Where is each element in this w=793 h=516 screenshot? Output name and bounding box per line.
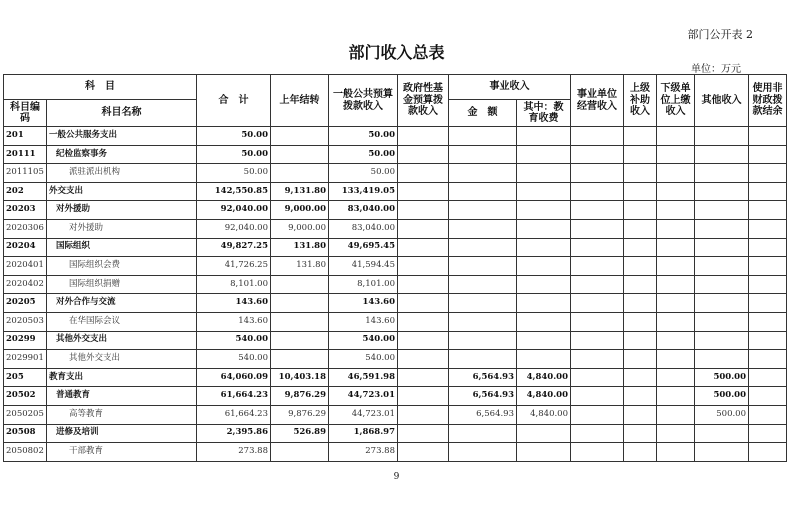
header-general-budget: 一般公共预算拨款收入: [329, 75, 398, 127]
cell-other-income: [695, 182, 749, 201]
cell-edu-fee: [517, 294, 571, 313]
cell-other-income: [695, 443, 749, 462]
table-row: [4, 368, 787, 387]
cell-upper-subsidy: [624, 257, 657, 276]
cell-total: 49,827.25: [197, 238, 271, 257]
cell-other-income: [695, 145, 749, 164]
cell-amount: [449, 127, 517, 146]
cell-general-budget: 540.00: [329, 331, 398, 350]
cell-name: 纪检监察事务: [47, 145, 197, 164]
cell-lower-turnover: [657, 275, 695, 294]
cell-edu-fee: [517, 312, 571, 331]
cell-amount: [449, 424, 517, 443]
cell-name: 外交支出: [47, 182, 197, 201]
cell-non-fiscal-surplus: [749, 219, 787, 238]
cell-business-unit-income: [571, 443, 624, 462]
form-number: 部门公开表 2: [687, 28, 753, 41]
cell-upper-subsidy: [624, 219, 657, 238]
header-carryover: 上年结转: [271, 75, 329, 127]
cell-name: 高等教育: [47, 405, 197, 424]
cell-gov-fund: [398, 164, 449, 183]
cell-general-budget: 41,594.45: [329, 257, 398, 276]
cell-other-income: 500.00: [695, 387, 749, 406]
cell-name: 对外援助: [47, 201, 197, 220]
cell-total: 142,550.85: [197, 182, 271, 201]
cell-name: 教育支出: [47, 368, 197, 387]
table-row: [4, 257, 787, 276]
cell-general-budget: 83,040.00: [329, 219, 398, 238]
cell-carryover: [271, 312, 329, 331]
cell-other-income: [695, 238, 749, 257]
cell-other-income: 500.00: [695, 405, 749, 424]
cell-gov-fund: [398, 294, 449, 313]
cell-lower-turnover: [657, 127, 695, 146]
cell-other-income: [695, 201, 749, 220]
cell-business-unit-income: [571, 201, 624, 220]
header-edu-fee: 其中：教育收费: [517, 100, 571, 127]
header-upper-subsidy: 上级补助收入: [624, 75, 657, 127]
cell-general-budget: 44,723.01: [329, 405, 398, 424]
cell-upper-subsidy: [624, 424, 657, 443]
header-business-income: 事业收入: [449, 75, 571, 100]
cell-other-income: [695, 275, 749, 294]
cell-carryover: [271, 331, 329, 350]
table-row: [4, 387, 787, 406]
cell-upper-subsidy: [624, 145, 657, 164]
cell-name: 其他外交支出: [47, 331, 197, 350]
table-row: [4, 275, 787, 294]
cell-lower-turnover: [657, 182, 695, 201]
cell-total: 143.60: [197, 294, 271, 313]
cell-gov-fund: [398, 145, 449, 164]
income-summary-table: [3, 74, 787, 462]
cell-amount: [449, 312, 517, 331]
cell-non-fiscal-surplus: [749, 275, 787, 294]
cell-code: 2050205: [4, 405, 47, 424]
cell-amount: [449, 164, 517, 183]
cell-lower-turnover: [657, 294, 695, 313]
cell-non-fiscal-surplus: [749, 201, 787, 220]
cell-edu-fee: [517, 257, 571, 276]
table-row: [4, 145, 787, 164]
cell-name: 干部教育: [47, 443, 197, 462]
cell-code: 2020401: [4, 257, 47, 276]
cell-total: 64,060.09: [197, 368, 271, 387]
cell-non-fiscal-surplus: [749, 127, 787, 146]
cell-gov-fund: [398, 275, 449, 294]
cell-other-income: [695, 257, 749, 276]
cell-edu-fee: [517, 443, 571, 462]
cell-lower-turnover: [657, 443, 695, 462]
cell-carryover: [271, 164, 329, 183]
cell-name: 国际组织: [47, 238, 197, 257]
cell-business-unit-income: [571, 405, 624, 424]
cell-edu-fee: 4,840.00: [517, 387, 571, 406]
cell-edu-fee: [517, 182, 571, 201]
cell-name: 其他外交支出: [47, 350, 197, 369]
cell-total: 143.60: [197, 312, 271, 331]
cell-edu-fee: [517, 164, 571, 183]
cell-carryover: [271, 443, 329, 462]
cell-upper-subsidy: [624, 238, 657, 257]
header-subject-name: 科目名称: [47, 100, 197, 127]
cell-code: 202: [4, 182, 47, 201]
page-number: 9: [393, 472, 400, 482]
cell-other-income: [695, 164, 749, 183]
table-row: [4, 238, 787, 257]
cell-name: 进修及培训: [47, 424, 197, 443]
cell-code: 2020503: [4, 312, 47, 331]
cell-gov-fund: [398, 405, 449, 424]
cell-carryover: 9,000.00: [271, 219, 329, 238]
cell-general-budget: 540.00: [329, 350, 398, 369]
cell-code: 20205: [4, 294, 47, 313]
cell-business-unit-income: [571, 387, 624, 406]
table-row: [4, 294, 787, 313]
cell-total: 2,395.86: [197, 424, 271, 443]
header-business-unit-income: 事业单位经营收入: [571, 75, 624, 127]
cell-carryover: 526.89: [271, 424, 329, 443]
cell-non-fiscal-surplus: [749, 238, 787, 257]
cell-code: 20203: [4, 201, 47, 220]
cell-general-budget: 143.60: [329, 294, 398, 313]
cell-total: 50.00: [197, 164, 271, 183]
cell-total: 273.88: [197, 443, 271, 462]
cell-general-budget: 50.00: [329, 127, 398, 146]
cell-amount: 6,564.93: [449, 405, 517, 424]
cell-total: 92,040.00: [197, 201, 271, 220]
table-row: [4, 443, 787, 462]
cell-business-unit-income: [571, 238, 624, 257]
header-gov-fund: 政府性基金预算拨款收入: [398, 75, 449, 127]
cell-carryover: [271, 350, 329, 369]
cell-upper-subsidy: [624, 182, 657, 201]
cell-code: 2020402: [4, 275, 47, 294]
cell-lower-turnover: [657, 331, 695, 350]
cell-upper-subsidy: [624, 387, 657, 406]
cell-carryover: 10,403.18: [271, 368, 329, 387]
cell-general-budget: 50.00: [329, 164, 398, 183]
cell-non-fiscal-surplus: [749, 424, 787, 443]
cell-lower-turnover: [657, 350, 695, 369]
cell-total: 41,726.25: [197, 257, 271, 276]
cell-gov-fund: [398, 201, 449, 220]
table-header: [4, 75, 787, 127]
table-row: [4, 127, 787, 146]
cell-general-budget: 143.60: [329, 312, 398, 331]
cell-other-income: [695, 294, 749, 313]
cell-gov-fund: [398, 424, 449, 443]
cell-code: 2050802: [4, 443, 47, 462]
cell-amount: [449, 145, 517, 164]
cell-amount: 6,564.93: [449, 368, 517, 387]
cell-non-fiscal-surplus: [749, 257, 787, 276]
cell-other-income: [695, 424, 749, 443]
cell-gov-fund: [398, 182, 449, 201]
cell-lower-turnover: [657, 312, 695, 331]
cell-code: 20299: [4, 331, 47, 350]
cell-non-fiscal-surplus: [749, 387, 787, 406]
cell-lower-turnover: [657, 368, 695, 387]
cell-gov-fund: [398, 312, 449, 331]
cell-general-budget: 46,591.98: [329, 368, 398, 387]
cell-edu-fee: [517, 238, 571, 257]
cell-lower-turnover: [657, 424, 695, 443]
cell-lower-turnover: [657, 201, 695, 220]
cell-code: 20111: [4, 145, 47, 164]
cell-non-fiscal-surplus: [749, 294, 787, 313]
cell-gov-fund: [398, 257, 449, 276]
cell-upper-subsidy: [624, 350, 657, 369]
table-row: [4, 201, 787, 220]
cell-non-fiscal-surplus: [749, 443, 787, 462]
cell-total: 540.00: [197, 331, 271, 350]
cell-upper-subsidy: [624, 201, 657, 220]
cell-carryover: 9,000.00: [271, 201, 329, 220]
cell-upper-subsidy: [624, 294, 657, 313]
table-row: [4, 164, 787, 183]
cell-non-fiscal-surplus: [749, 145, 787, 164]
cell-general-budget: 8,101.00: [329, 275, 398, 294]
cell-carryover: [271, 294, 329, 313]
cell-non-fiscal-surplus: [749, 331, 787, 350]
cell-edu-fee: [517, 201, 571, 220]
header-total: 合 计: [197, 75, 271, 127]
cell-amount: [449, 443, 517, 462]
cell-amount: [449, 238, 517, 257]
cell-edu-fee: 4,840.00: [517, 405, 571, 424]
cell-upper-subsidy: [624, 312, 657, 331]
cell-name: 对外合作与交流: [47, 294, 197, 313]
cell-code: 2011105: [4, 164, 47, 183]
cell-business-unit-income: [571, 331, 624, 350]
cell-lower-turnover: [657, 257, 695, 276]
cell-non-fiscal-surplus: [749, 182, 787, 201]
header-lower-turnover: 下级单位上缴收入: [657, 75, 695, 127]
cell-gov-fund: [398, 219, 449, 238]
cell-code: 20204: [4, 238, 47, 257]
cell-gov-fund: [398, 127, 449, 146]
table-row: [4, 219, 787, 238]
cell-gov-fund: [398, 238, 449, 257]
cell-amount: [449, 182, 517, 201]
table-row: [4, 424, 787, 443]
cell-carryover: [271, 275, 329, 294]
cell-general-budget: 273.88: [329, 443, 398, 462]
cell-total: 92,040.00: [197, 219, 271, 238]
cell-lower-turnover: [657, 405, 695, 424]
cell-carryover: 9,876.29: [271, 405, 329, 424]
cell-other-income: [695, 350, 749, 369]
table-row: [4, 331, 787, 350]
cell-total: 540.00: [197, 350, 271, 369]
cell-upper-subsidy: [624, 127, 657, 146]
cell-code: 201: [4, 127, 47, 146]
table-row: [4, 312, 787, 331]
cell-amount: [449, 294, 517, 313]
cell-amount: [449, 219, 517, 238]
cell-amount: 6,564.93: [449, 387, 517, 406]
cell-non-fiscal-surplus: [749, 368, 787, 387]
cell-lower-turnover: [657, 387, 695, 406]
cell-business-unit-income: [571, 368, 624, 387]
cell-name: 普通教育: [47, 387, 197, 406]
cell-other-income: [695, 127, 749, 146]
header-amount: 金 额: [449, 100, 517, 127]
cell-edu-fee: [517, 424, 571, 443]
cell-other-income: [695, 312, 749, 331]
cell-name: 国际组织会费: [47, 257, 197, 276]
cell-name: 对外援助: [47, 219, 197, 238]
cell-amount: [449, 350, 517, 369]
cell-upper-subsidy: [624, 443, 657, 462]
cell-gov-fund: [398, 331, 449, 350]
cell-business-unit-income: [571, 312, 624, 331]
header-subject: 科 目: [4, 75, 197, 100]
cell-carryover: 131.80: [271, 257, 329, 276]
cell-code: 20508: [4, 424, 47, 443]
cell-code: 205: [4, 368, 47, 387]
cell-carryover: [271, 145, 329, 164]
table-body: [4, 127, 787, 462]
unit-label: 单位：万元: [691, 64, 741, 75]
cell-total: 61,664.23: [197, 387, 271, 406]
cell-business-unit-income: [571, 294, 624, 313]
cell-non-fiscal-surplus: [749, 350, 787, 369]
cell-upper-subsidy: [624, 331, 657, 350]
cell-carryover: [271, 127, 329, 146]
cell-business-unit-income: [571, 145, 624, 164]
cell-other-income: [695, 331, 749, 350]
cell-general-budget: 50.00: [329, 145, 398, 164]
cell-name: 在华国际会议: [47, 312, 197, 331]
cell-total: 50.00: [197, 127, 271, 146]
cell-business-unit-income: [571, 424, 624, 443]
cell-gov-fund: [398, 387, 449, 406]
cell-non-fiscal-surplus: [749, 312, 787, 331]
cell-edu-fee: 4,840.00: [517, 368, 571, 387]
cell-edu-fee: [517, 275, 571, 294]
cell-total: 61,664.23: [197, 405, 271, 424]
table-row: [4, 182, 787, 201]
table-row: [4, 405, 787, 424]
cell-upper-subsidy: [624, 164, 657, 183]
cell-general-budget: 49,695.45: [329, 238, 398, 257]
cell-amount: [449, 201, 517, 220]
cell-business-unit-income: [571, 219, 624, 238]
cell-carryover: 9,876.29: [271, 387, 329, 406]
cell-amount: [449, 257, 517, 276]
cell-business-unit-income: [571, 182, 624, 201]
cell-name: 一般公共服务支出: [47, 127, 197, 146]
cell-gov-fund: [398, 368, 449, 387]
cell-edu-fee: [517, 331, 571, 350]
header-other-income: 其他收入: [695, 75, 749, 127]
cell-code: 20502: [4, 387, 47, 406]
cell-business-unit-income: [571, 127, 624, 146]
cell-amount: [449, 275, 517, 294]
cell-business-unit-income: [571, 275, 624, 294]
header-non-fiscal-surplus: 使用非财政拨款结余: [749, 75, 787, 127]
cell-lower-turnover: [657, 238, 695, 257]
cell-business-unit-income: [571, 257, 624, 276]
header-subject-code: 科目编码: [4, 100, 47, 127]
cell-total: 50.00: [197, 145, 271, 164]
cell-edu-fee: [517, 145, 571, 164]
cell-lower-turnover: [657, 219, 695, 238]
cell-non-fiscal-surplus: [749, 164, 787, 183]
cell-other-income: 500.00: [695, 368, 749, 387]
cell-general-budget: 83,040.00: [329, 201, 398, 220]
cell-lower-turnover: [657, 145, 695, 164]
cell-gov-fund: [398, 350, 449, 369]
cell-total: 8,101.00: [197, 275, 271, 294]
cell-code: 2020306: [4, 219, 47, 238]
cell-non-fiscal-surplus: [749, 405, 787, 424]
cell-other-income: [695, 219, 749, 238]
cell-upper-subsidy: [624, 405, 657, 424]
cell-code: 2029901: [4, 350, 47, 369]
cell-business-unit-income: [571, 350, 624, 369]
cell-general-budget: 1,868.97: [329, 424, 398, 443]
cell-name: 国际组织捐赠: [47, 275, 197, 294]
cell-general-budget: 44,723.01: [329, 387, 398, 406]
table-row: [4, 350, 787, 369]
cell-gov-fund: [398, 443, 449, 462]
cell-carryover: 9,131.80: [271, 182, 329, 201]
cell-general-budget: 133,419.05: [329, 182, 398, 201]
cell-edu-fee: [517, 219, 571, 238]
cell-edu-fee: [517, 350, 571, 369]
cell-amount: [449, 331, 517, 350]
cell-edu-fee: [517, 127, 571, 146]
cell-upper-subsidy: [624, 368, 657, 387]
cell-carryover: 131.80: [271, 238, 329, 257]
cell-upper-subsidy: [624, 275, 657, 294]
cell-lower-turnover: [657, 164, 695, 183]
cell-name: 派驻派出机构: [47, 164, 197, 183]
page-title: 部门收入总表: [348, 43, 445, 62]
cell-business-unit-income: [571, 164, 624, 183]
